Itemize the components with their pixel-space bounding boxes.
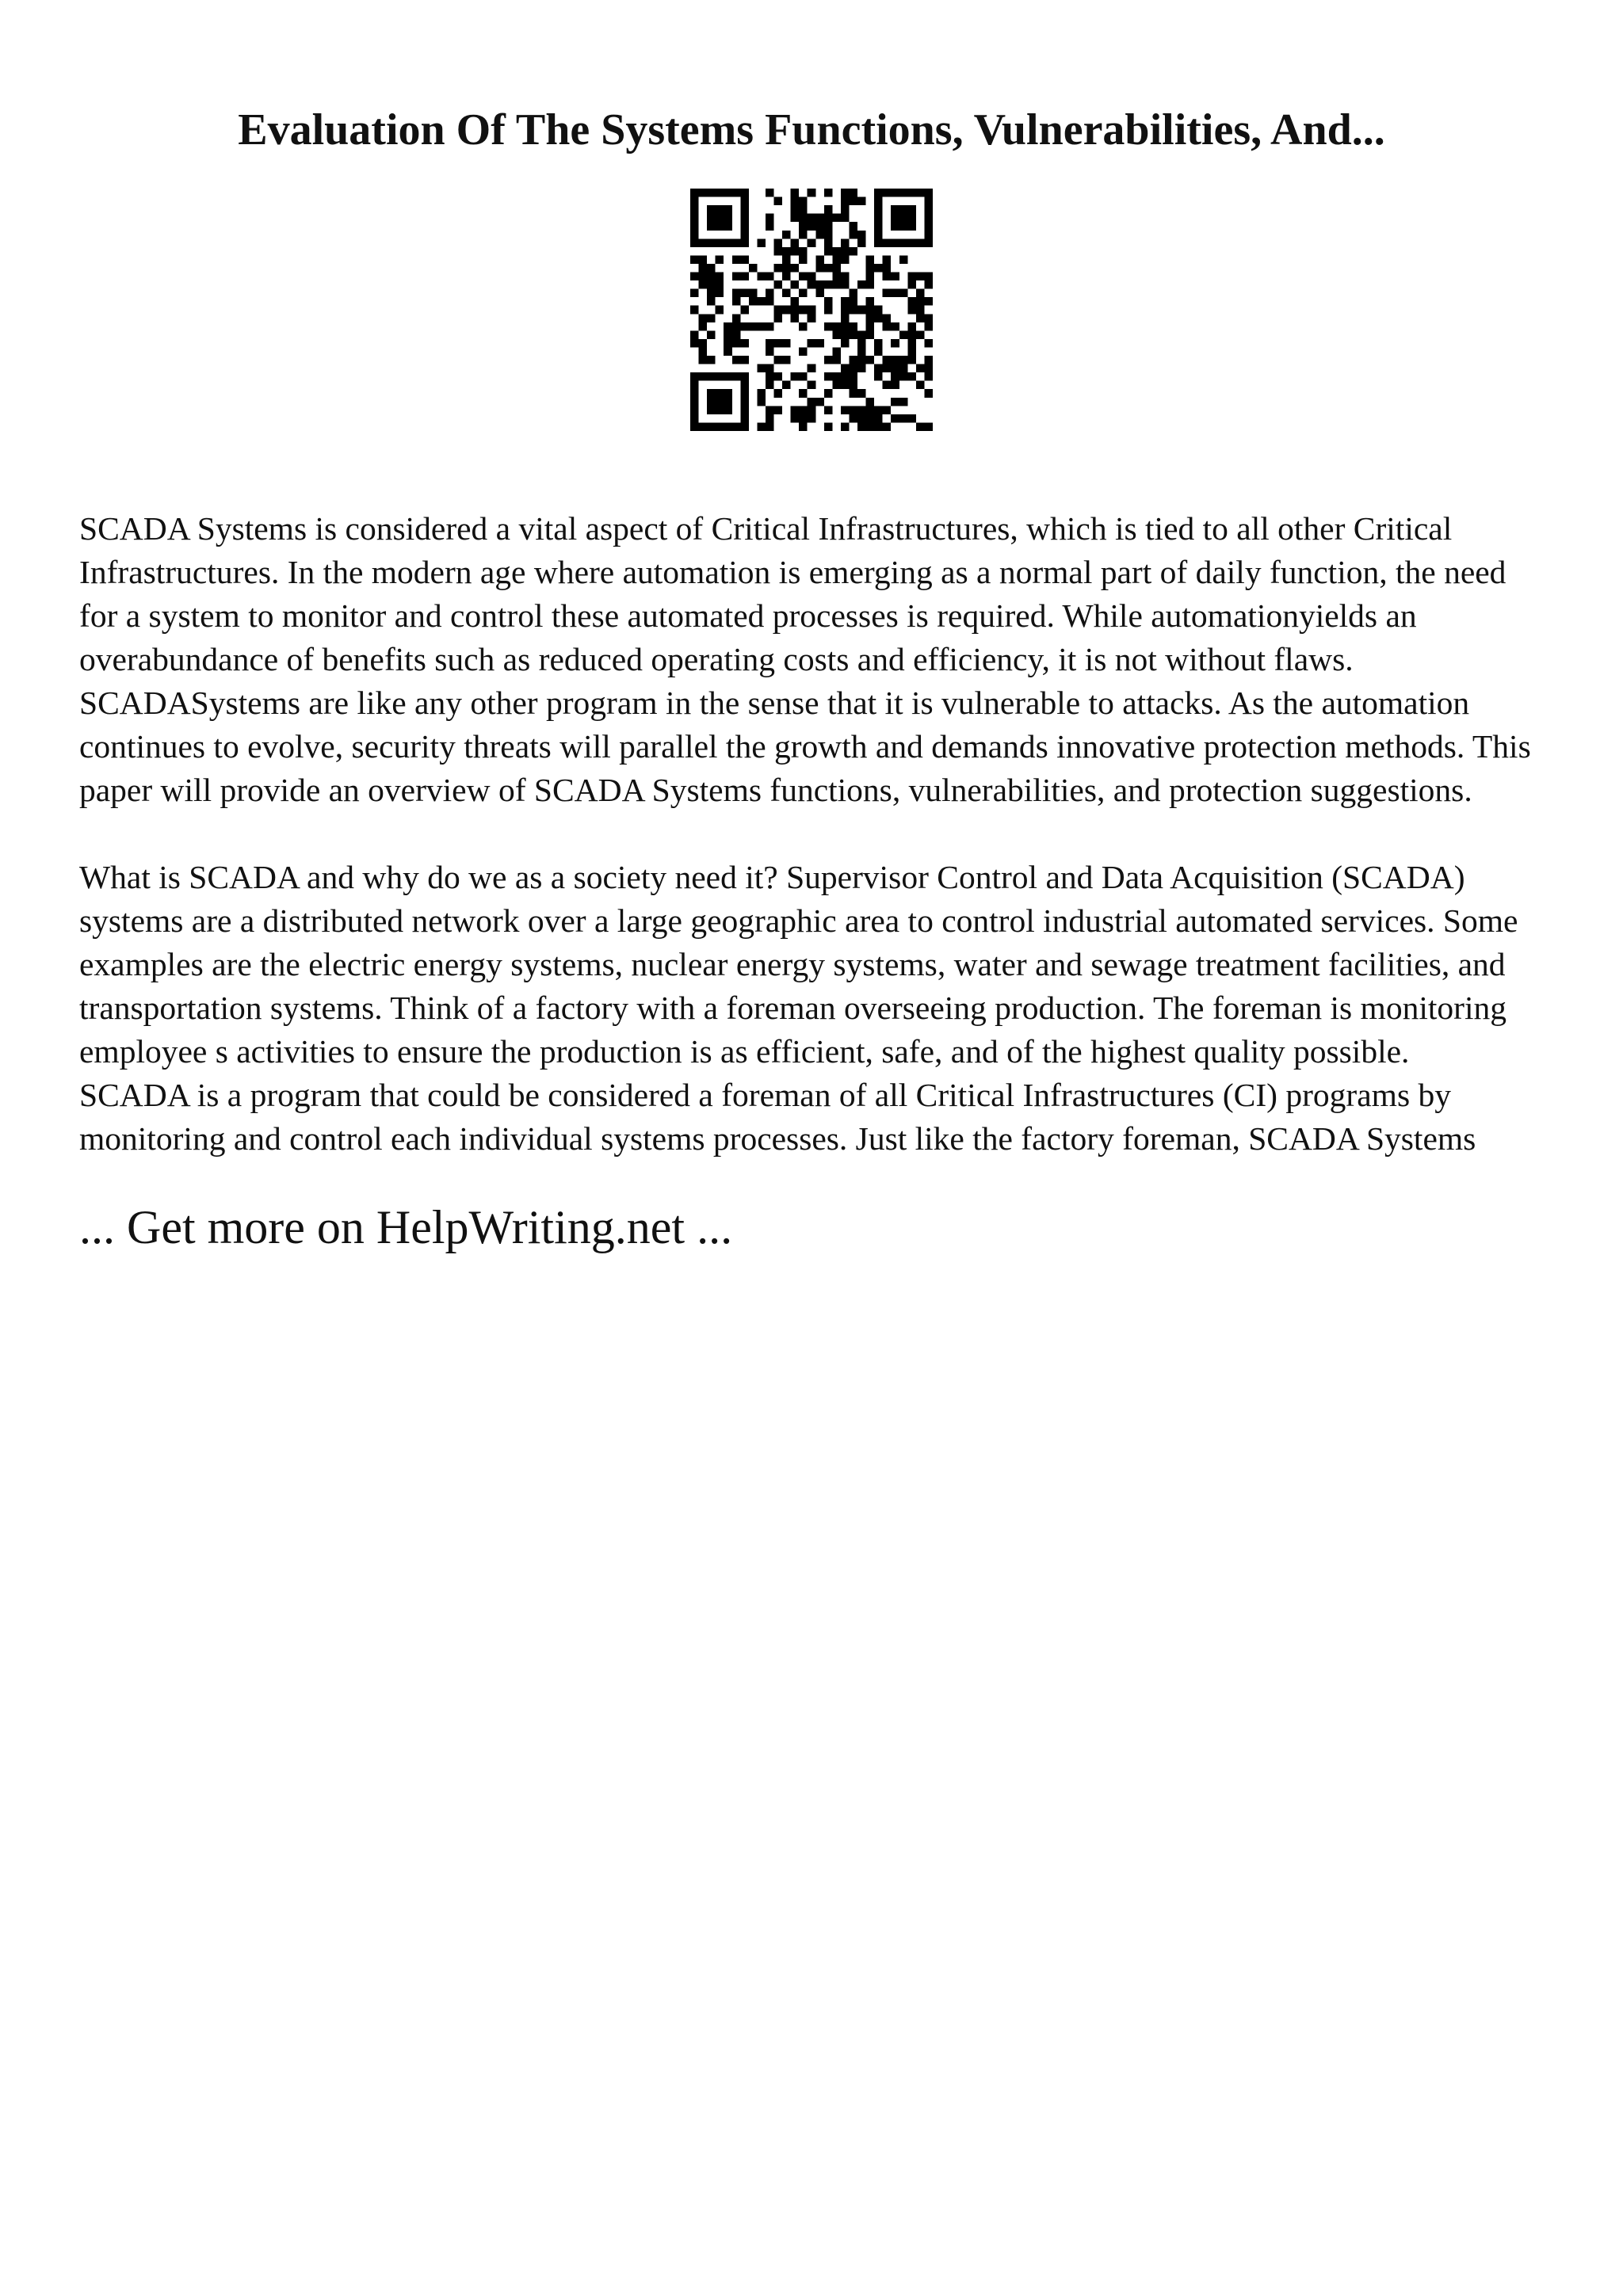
paragraph-foreman: SCADA is a program that could be considered a foreman of all Critical Infrastructures (CI) programs by monitoring and control each individual systems processes. Just like the factory foreman, SCADA Systems (79, 1077, 1476, 1157)
qr-code-container (79, 189, 1544, 431)
paragraph-intro: SCADA Systems is considered a vital aspect of Critical Infrastructures, which is tied to all other Critical Infrastructures. In the modern age where automation is emerging as a normal part of daily function, the need for a system to monitor and control these automated processes is required. While automationyields an overabundance of benefits such as reduced operating costs and efficiency, it is not without flaws. SCADASystems are like any other program in the sense that it is vulnerable to attacks. As the automation continues to evolve, security threats will parallel the growth and demands innovative protection methods. This paper will provide an overview of SCADA Systems functions, vulnerabilities, and protection suggestions. (79, 510, 1531, 808)
get-more-link[interactable]: ... Get more on HelpWriting.net ... (79, 1201, 733, 1253)
paragraph-what-is-scada: What is SCADA and why do we as a society need it? Supervisor Control and Data Acquisition (SCADA) systems are a distributed network over a large geographic area to control industrial automated services. Some examples are the electric energy systems, nuclear energy systems, water and sewage treatment facilities, and transportation systems. Think of a factory with a foreman overseeing production. The foreman is monitoring employee s activities to ensure the production is as efficient, safe, and of the highest quality possible. (79, 859, 1518, 1070)
qr-code-icon (690, 189, 933, 431)
page-title: Evaluation Of The Systems Functions, Vulnerabilities, And... (238, 105, 1385, 154)
